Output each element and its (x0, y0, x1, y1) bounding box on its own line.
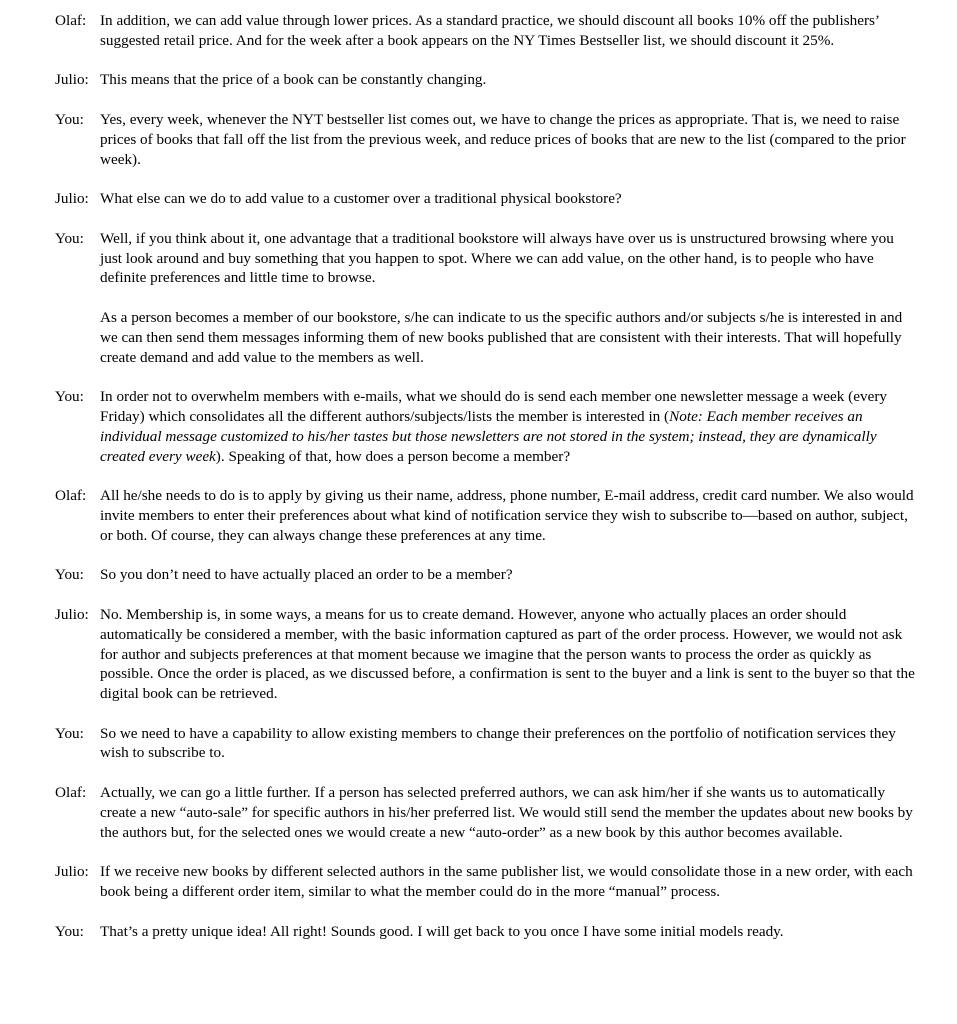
dialogue-turn (55, 229, 915, 368)
speech-text: Well, if you think about it, one advantage that a traditional bookstore will always have over us is unstructured browsing where you just look around and buy something that you happen to spot. Where we can add value, on the other hand, is to people who have definite preferences and little time to browse. (100, 229, 894, 287)
speaker-label: You: (55, 229, 84, 247)
turn-body (100, 605, 915, 704)
speech-text: As a person becomes a member of our bookstore, s/he can indicate to us the specific authors and/or subjects s/he is interested in and we can then send them messages informing them of new books published that are consistent with their interests. That will hopefully create demand and add value to the members as well. (100, 308, 903, 366)
dialogue-turn (55, 11, 915, 51)
speaker-label: Julio: (55, 605, 89, 623)
speech-text: What else can we do to add value to a customer over a traditional physical bookstore? (100, 190, 622, 208)
speech-paragraph (100, 189, 915, 209)
dialogue-turn (55, 189, 915, 209)
dialogue-turn (55, 783, 915, 842)
turn-body (100, 486, 915, 545)
speech-text: All he/she needs to do is to apply by giving us their name, address, phone number, E-mail address, credit card number. We also would invite members to enter their preferences about what kind of notification service they wish to subscribe to—based on author, subject, or both. Of course, they can always change these preferences at any time. (100, 487, 914, 544)
turn-body (100, 862, 915, 902)
dialogue-turn (55, 387, 915, 466)
turn-body (100, 724, 915, 764)
dialogue-turn (55, 605, 915, 704)
dialogue-turn (55, 565, 915, 585)
speech-text: Actually, we can go a little further. If a person has selected preferred authors, we can ask him/her if she wants us to automatically create a new “auto-sale” for specific authors in his/her preferred list. We would still send the member the updates about new books by the authors but, for the selected ones we would create a new “auto-order” as a new book by this author becomes available. (100, 784, 913, 841)
speaker-label: You: (55, 388, 84, 406)
turn-body (100, 565, 915, 585)
italic-note-text: Note: Each member receives an individual message customized to his/her tastes but those newsletters are not stored in the system; instead, they are dynamically created every week (100, 407, 877, 465)
speech-paragraph (100, 110, 915, 169)
turn-body (100, 922, 915, 942)
speech-text: This means that the price of a book can be constantly changing. (100, 71, 487, 89)
speaker-label: You: (55, 724, 84, 742)
speech-paragraph (100, 605, 915, 704)
speech-text: No. Membership is, in some ways, a means for us to create demand. However, anyone who actually places an order should automatically be considered a member, with the basic information captured as part of the order process. However, we would not ask for author and subjects preferences at that moment because we imagine that the person wants to process the order as quickly as possible. Once the order is placed, as we discussed before, a confirmation is sent to the buyer and a link is sent to the buyer so that the digital book can be retrieved. (100, 605, 915, 703)
dialogue-turn (55, 70, 915, 90)
dialogue-turn (55, 486, 915, 545)
speaker-label: Olaf: (55, 12, 87, 29)
dialogue-turn (55, 110, 915, 169)
speaker-label: Olaf: (55, 784, 87, 802)
speech-paragraph (100, 70, 915, 90)
speech-text: In addition, we can add value through lower prices. As a standard practice, we should discount all books 10% off the publishers’ suggested retail price. And for the week after a book appears on the NY Times Bestseller list, we should discount it 25%. (100, 12, 879, 49)
speaker-label: You: (55, 922, 84, 940)
speech-paragraph (100, 724, 915, 764)
turn-body (100, 70, 915, 90)
speaker-label: Julio: (55, 71, 89, 89)
turn-body (100, 387, 915, 466)
speech-text: So you don’t need to have actually placed an order to be a member? (100, 566, 513, 584)
turn-body (100, 189, 915, 209)
speaker-label: Julio: (55, 863, 89, 881)
speech-paragraph (100, 922, 915, 942)
turn-body (100, 110, 915, 169)
speech-text: If we receive new books by different selected authors in the same publisher list, we would consolidate those in a new order, with each book being a different order item, similar to what the member could do in the more “manual” process. (100, 863, 913, 901)
speaker-label: You: (55, 566, 84, 584)
speaker-label: You: (55, 110, 84, 128)
speech-paragraph (100, 229, 915, 288)
turn-body (100, 11, 915, 51)
dialogue-turn (55, 862, 915, 902)
speech-paragraph (100, 486, 915, 545)
speech-paragraph (100, 783, 915, 842)
speech-text: In order not to overwhelm members with e-mails, what we should do is send each member one newsletter message a week (every Friday) which consolidates all the different authors/subjects/lists the member is interested in ( (100, 388, 887, 425)
speech-text: That’s a pretty unique idea! All right! Sounds good. I will get back to you once I have some initial models ready. (100, 922, 784, 940)
speaker-label: Julio: (55, 190, 89, 208)
dialogue-turn (55, 724, 915, 764)
speech-text: ). Speaking of that, how does a person become a member? (215, 447, 571, 465)
dialogue-turn (55, 922, 915, 942)
speech-text: Yes, every week, whenever the NYT bestseller list comes out, we have to change the prices as appropriate. That is, we need to raise prices of books that fall off the list from the previous week, and reduce prices of books that are new to the list (compared to the prior week). (100, 110, 906, 168)
speaker-label: Olaf: (55, 487, 87, 505)
turn-body (100, 229, 915, 368)
speech-paragraph (100, 565, 915, 585)
turn-body (100, 783, 915, 842)
speech-paragraph (100, 11, 915, 51)
speech-text: So we need to have a capability to allow existing members to change their preferences on the portfolio of notification services they wish to subscribe to. (100, 724, 896, 762)
speech-paragraph (100, 387, 915, 466)
speech-paragraph (100, 862, 915, 902)
speech-paragraph (100, 308, 915, 367)
